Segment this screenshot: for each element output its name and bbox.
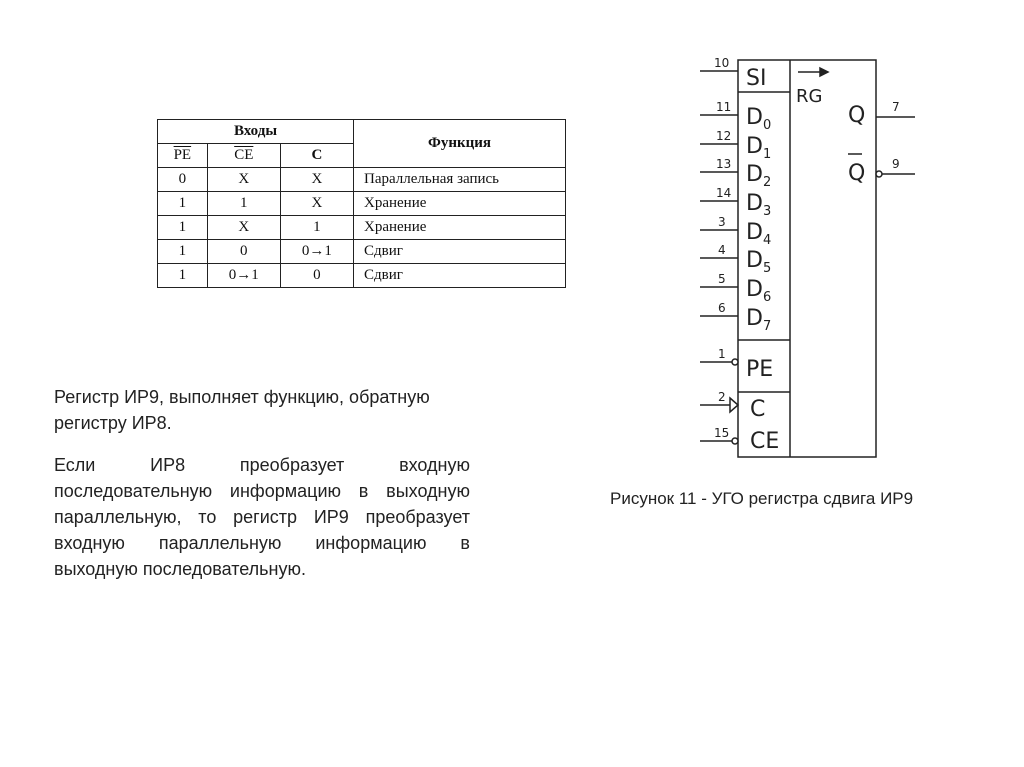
d1-label: $D_1$ — [746, 134, 772, 162]
pe-inversion-circle — [732, 359, 738, 365]
d0-label: $D_0$ — [746, 105, 772, 133]
table-row — [158, 168, 566, 192]
function-cell: Хранение — [354, 192, 566, 216]
d6-label: $D_6$ — [746, 277, 772, 305]
pe-cell: 1 — [158, 240, 208, 264]
pin-number: 14 — [716, 186, 732, 200]
description-paragraph-2: Если ИР8 преобразует входную последовательную информацию в выходную параллельную, то регистр ИР9 преобразует входную параллельную информацию в выходную последовательную. — [54, 455, 470, 579]
ce-cell: 0→1 — [207, 264, 280, 288]
pe-label: PE — [746, 357, 774, 382]
nq-inversion-circle — [876, 171, 882, 177]
table-row — [158, 192, 566, 216]
function-cell: Параллельная запись — [354, 168, 566, 192]
c-cell: X — [280, 168, 353, 192]
q-output-label: Q — [848, 103, 866, 128]
pin-number: 6 — [718, 301, 726, 315]
d2-label: $D_2$ — [746, 162, 772, 190]
pin-number: 4 — [718, 243, 726, 257]
d4-label: $D_4$ — [746, 220, 772, 248]
pin-number: 2 — [718, 390, 726, 404]
table-header-row — [158, 120, 566, 144]
pin-number: 5 — [718, 272, 726, 286]
d5-label: $D_5$ — [746, 248, 772, 276]
si-label: SI — [746, 66, 767, 91]
function-cell: Сдвиг — [354, 240, 566, 264]
table-row — [158, 264, 566, 288]
pe-cell: 1 — [158, 216, 208, 240]
pin-number: 7 — [892, 100, 900, 114]
c-cell: 0 — [280, 264, 353, 288]
pin-number: 11 — [716, 100, 732, 114]
description-paragraph-1: Регистр ИР9, выполняет функцию, обратную регистру ИР8. — [54, 387, 430, 433]
pin-number: 9 — [892, 157, 900, 171]
figure-caption: Рисунок 11 - УГО регистра сдвига ИР9 — [610, 489, 914, 508]
nq-output-label: Q — [848, 161, 866, 186]
c-cell: 1 — [280, 216, 353, 240]
ce-cell: X — [207, 216, 280, 240]
inputs-header: Входы — [158, 120, 354, 144]
function-header: Функция — [354, 120, 566, 168]
table-row — [158, 216, 566, 240]
ce-cell: 1 — [207, 192, 280, 216]
function-cell: Хранение — [354, 216, 566, 240]
pe-cell: 0 — [158, 168, 208, 192]
pin-number: 12 — [716, 129, 732, 143]
ce-inversion-circle — [732, 438, 738, 444]
pin-number: 10 — [714, 56, 730, 70]
ce-label: CE — [750, 429, 780, 454]
ce-cell: 0 — [207, 240, 280, 264]
table-row — [158, 240, 566, 264]
pe-cell: 1 — [158, 264, 208, 288]
ce-column-header: $\overline{CE}$ — [234, 147, 254, 163]
d7-label: $D_7$ — [746, 306, 772, 334]
c-label: C — [750, 397, 766, 422]
c-column-header: C — [280, 144, 353, 168]
pin-number: 3 — [718, 215, 726, 229]
rg-label: RG — [796, 86, 823, 107]
register-symbol — [690, 50, 930, 470]
pe-cell: 1 — [158, 192, 208, 216]
truth-table — [157, 119, 566, 288]
pin-number: 13 — [716, 157, 732, 171]
function-cell: Сдвиг — [354, 264, 566, 288]
pin-number: 15 — [714, 426, 730, 440]
c-cell: 0→1 — [280, 240, 353, 264]
ce-cell: X — [207, 168, 280, 192]
pe-column-header: $\overline{PE}$ — [173, 147, 192, 163]
clock-edge-icon — [730, 398, 738, 412]
c-cell: X — [280, 192, 353, 216]
shift-arrow-icon — [820, 68, 828, 76]
pin-number: 1 — [718, 347, 726, 361]
d3-label: $D_3$ — [746, 191, 772, 219]
